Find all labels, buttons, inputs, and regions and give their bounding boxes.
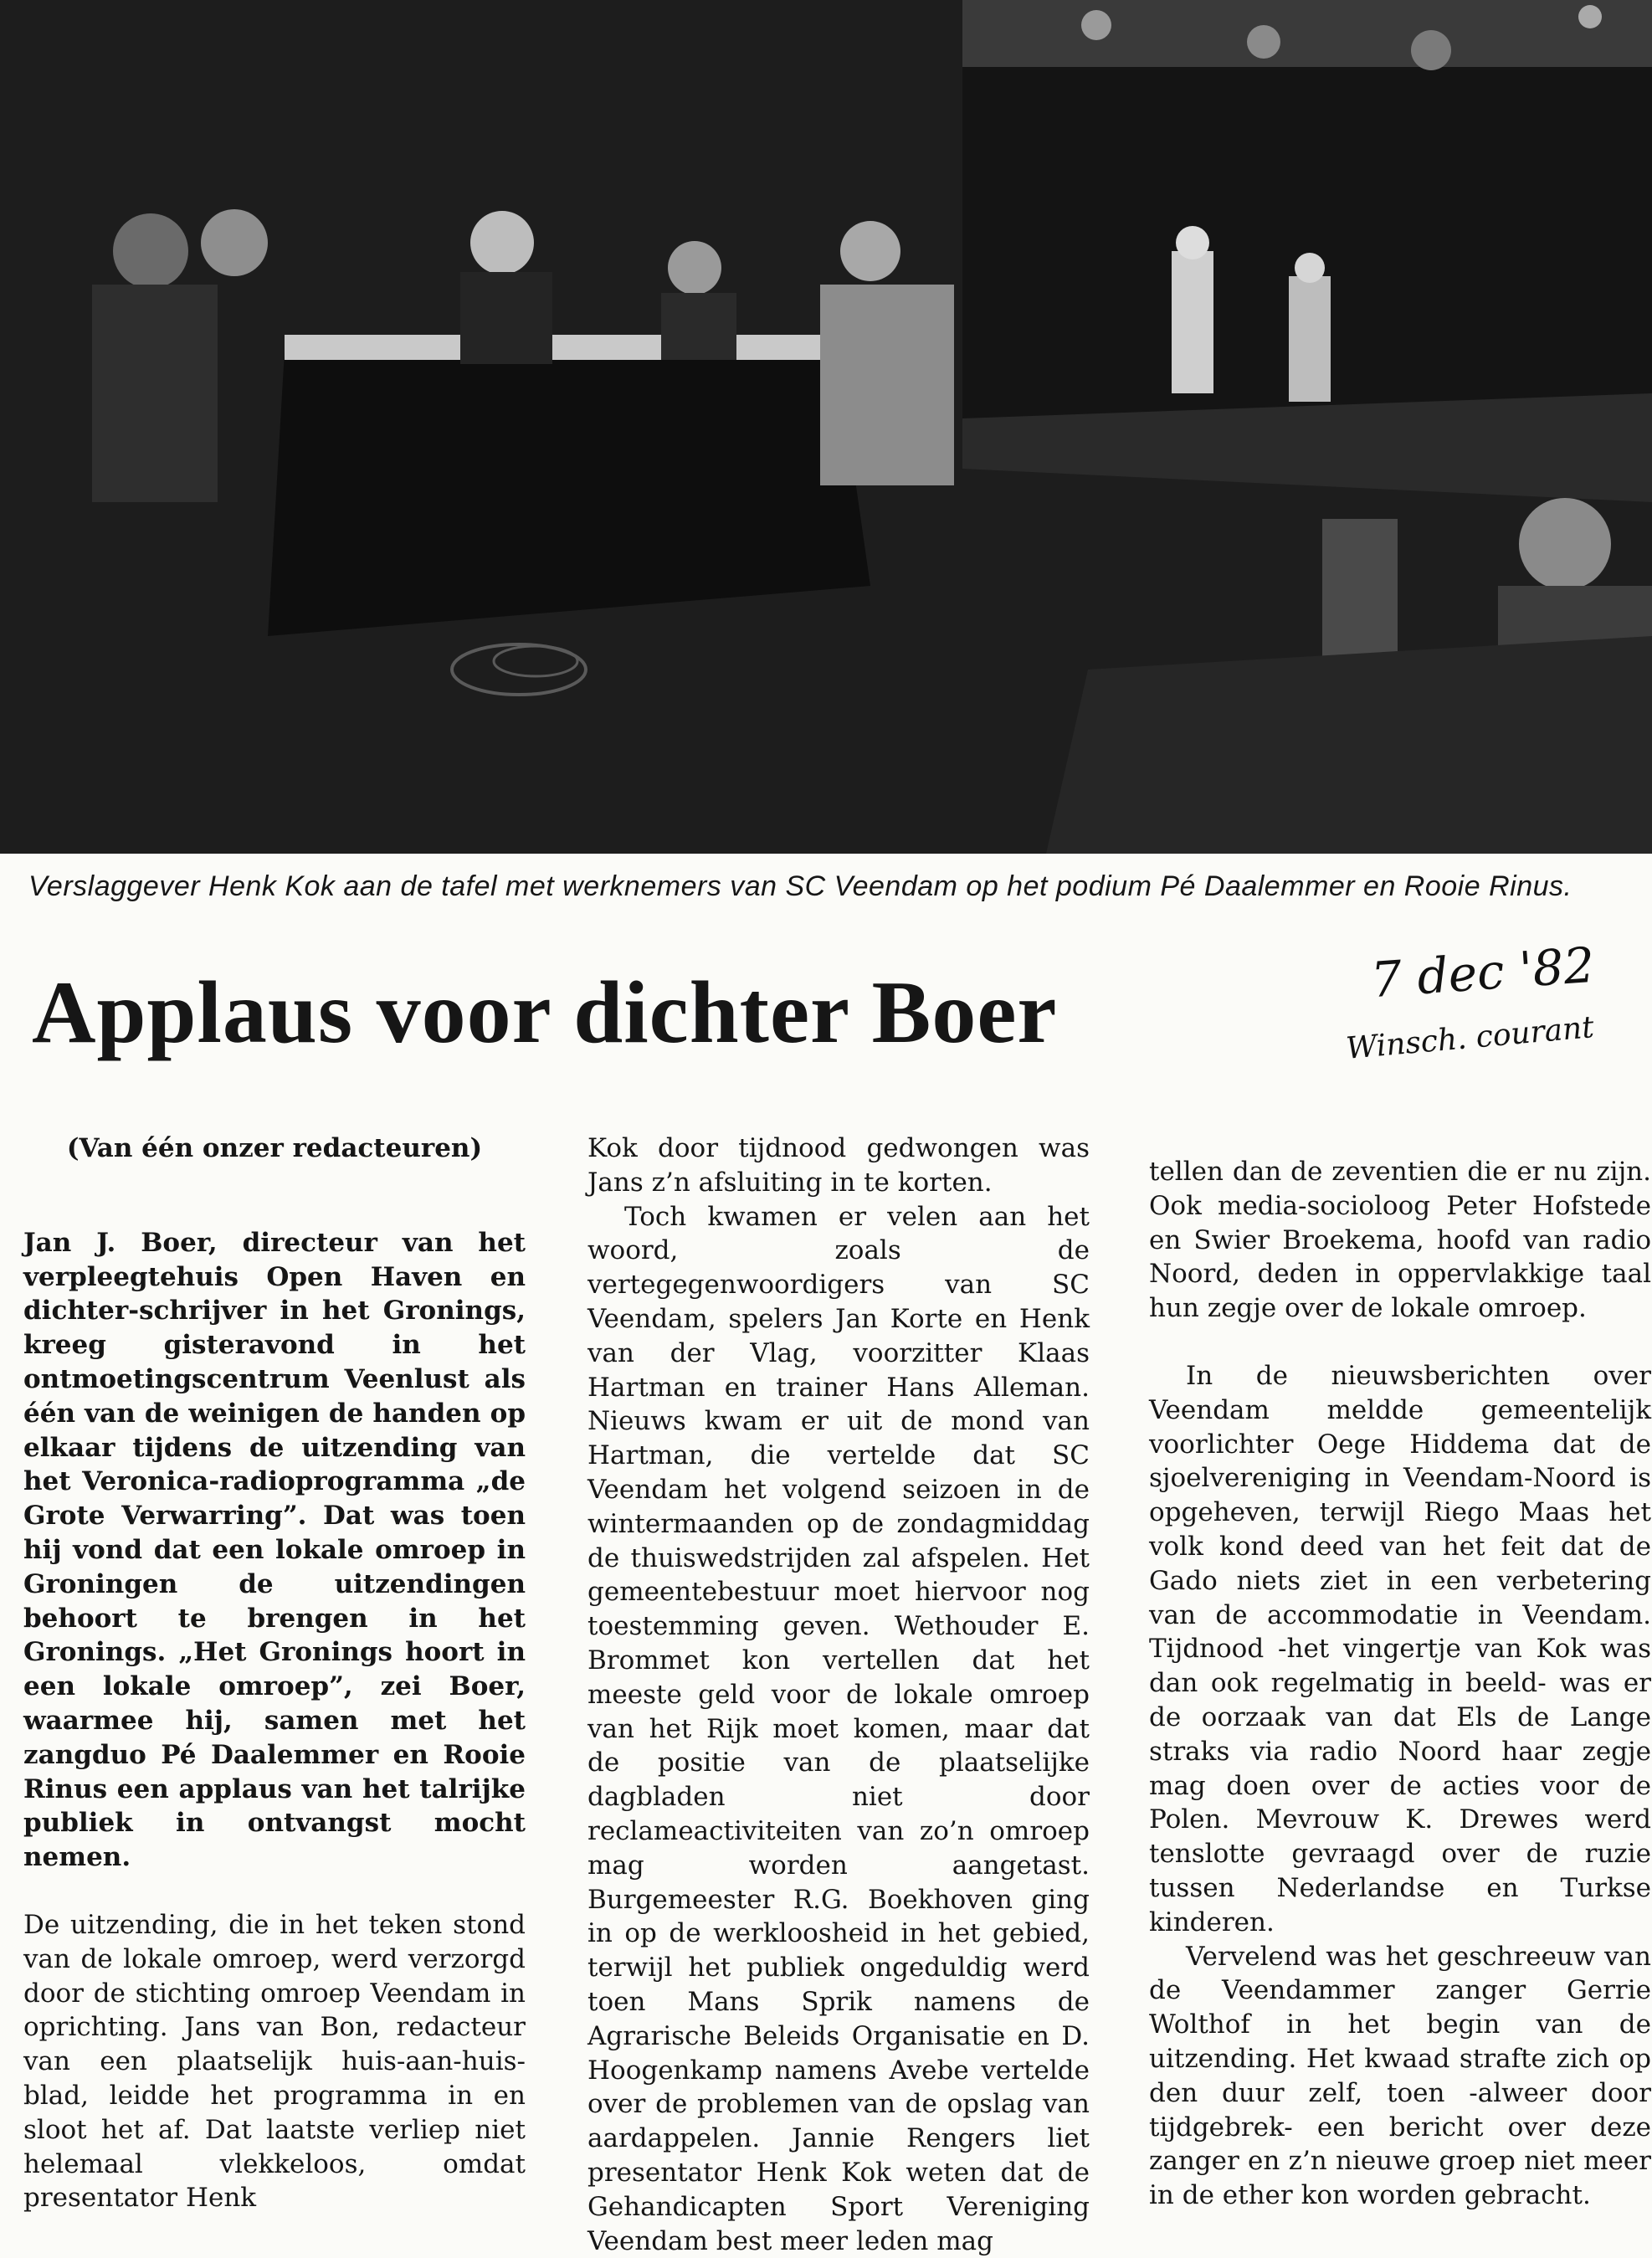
body-paragraph: Kok door tijdnood gedwongen was Jans z’n afsluiting in te korten. — [587, 1133, 1090, 1198]
body-paragraph: tellen dan de zeventien die er nu zijn. Ook media-socioloog Peter Hofstede en Swier Broekema, hoofd van radio Noord, deden in oppervlakkige taal hun zegje over de lokale omroep. — [1149, 1157, 1651, 1324]
handwritten-source: Winsch. courant — [1344, 1010, 1596, 1066]
news-photo — [0, 0, 1652, 854]
body-paragraph: De uitzending, die in het teken stond van de lokale omroep, werd verzorgd door de stichting omroep Veendam in oprichting. Jans van Bon, redacteur van een plaatselijk huis-aan-huis-blad, leidde het programma in en sloot het af. Dat laatste verliep niet helemaal vlekkeloos, omdat presentator Henk — [23, 1909, 526, 2214]
handwritten-date: 7 dec '82 — [1368, 936, 1597, 1009]
article-column-3 — [1149, 1155, 1651, 2213]
photo-icon — [0, 0, 1652, 854]
article-column-1 — [23, 1132, 526, 2215]
body-paragraph: Vervelend was het geschreeuw van de Veendammer zanger Gerrie Wolthof in het begin van de uitzending. Het kwaad strafte zich op den duur zelf, toen -alweer door tijdgebrek- een bericht over deze zanger en z’n nieuwe groep niet meer in de ether kon worden gebracht. — [1149, 1941, 1651, 2211]
article-column-2 — [587, 1132, 1090, 2258]
headline: Applaus voor dichter Boer — [32, 963, 1058, 1061]
lead-paragraph: Jan J. Boer, directeur van het verpleegtehuis Open Haven en dichter-schrijver in het Gronings, kreeg gisteravond in het ontmoetingscentrum Veenlust als één van de weinigen de handen op elkaar tijdens de uitzending van het Veronica-radioprogramma „de Grote Verwarring”. Dat was toen hij vond dat een lokale omroep in Groningen de uitzendingen behoort te brengen in het Gronings. „Het Gronings hoort in een lokale omroep”, zei Boer, waarmee hij, samen met het zangduo Pé Daalemmer en Rooie Rinus een applaus van het talrijke publiek in ontvangst mocht nemen. — [23, 1227, 526, 1873]
byline: (Van één onzer redacteuren) — [66, 1133, 483, 1163]
body-paragraph: Toch kwamen er velen aan het woord, zoals de vertegegenwoordigers van SC Veendam, spelers Jan Korte en Henk van der Vlag, voorzitter Klaas Hartman en trainer Hans Alleman. Nieuws kwam er uit de mond van Hartman, die vertelde dat SC Veendam het volgend seizoen in de wintermaanden op de zondagmiddag de thuiswedstrijden zal afspelen. Het gemeentebestuur moet hiervoor nog toestemming geven. Wethouder E. Brommet kon vertellen dat het meeste geld voor de lokale omroep van het Rijk moet komen, maar dat de positie van de plaatselijke dagbladen niet door reclameactiviteiten van zo’n omroep mag worden aangetast. Burgemeester R.G. Boekhoven ging in op de werkloosheid in het gebied, terwijl het publiek ongeduldig werd toen Mans Sprik namens de Agrarische Beleids Organisatie en D. Hoogenkamp namens Avebe vertelde over de problemen van de opslag van aardappelen. Jannie Rengers liet presentator Henk Kok weten dat de Gehandicapten Sport Vereniging Veendam best meer leden mag — [587, 1201, 1090, 2256]
body-paragraph: In de nieuwsberichten over Veendam meldde gemeentelijk voorlichter Oege Hiddema dat de sjoelvereniging in Veendam-Noord is opgeheven, terwijl Riego Maas het volk kond deed van het feit dat de Gado niets ziet in een verbetering van de accommodatie in Veendam. Tijdnood -het vingertje van Kok was dan ook regelmatig in beeld- was er de oorzaak van dat Els de Lange straks via radio Noord haar zegje mag doen over de acties voor de Polen. Mevrouw K. Drewes werd tenslotte gevraagd over de ruzie tussen Nederlandse en Turkse kinderen. — [1149, 1360, 1651, 1937]
photo-caption: Verslaggever Henk Kok aan de tafel met werknemers van SC Veendam op het podium Pé Daalemmer en Rooie Rinus. — [28, 870, 1572, 902]
